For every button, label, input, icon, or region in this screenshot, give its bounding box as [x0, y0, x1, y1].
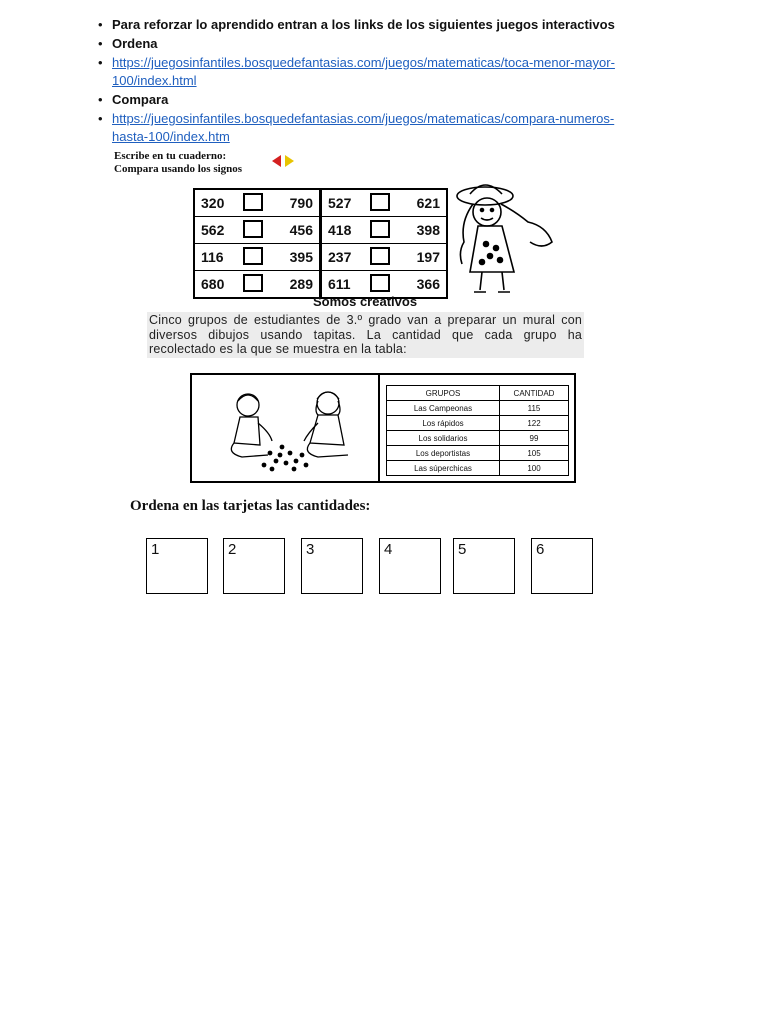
groups-header-row — [387, 386, 569, 401]
compare-cell — [321, 189, 448, 217]
right-number: 398 — [416, 222, 440, 238]
groups-row — [387, 446, 569, 461]
order-card[interactable] — [301, 538, 363, 594]
groups-row — [387, 431, 569, 446]
group-name-cell: Las súperchicas — [387, 461, 500, 476]
instructions-line2: Compara usando los signos — [114, 163, 243, 175]
order-card[interactable] — [223, 538, 285, 594]
compare-row — [194, 217, 447, 244]
compare-row — [194, 189, 447, 217]
ordena-label: Ordena — [112, 36, 158, 51]
answer-box[interactable] — [243, 193, 263, 211]
left-number: 611 — [328, 276, 351, 292]
compara-game-link[interactable] — [112, 111, 614, 144]
girl-illustration — [450, 182, 555, 298]
answer-box[interactable] — [370, 193, 390, 211]
compare-cell — [194, 217, 321, 244]
group-name-cell: Los rápidos — [387, 416, 500, 431]
group-quantity-cell: 105 — [500, 446, 569, 461]
compare-cell — [194, 189, 321, 217]
link2-item — [98, 110, 658, 146]
groups-row — [387, 401, 569, 416]
ordena-game-link[interactable] — [112, 55, 615, 88]
order-card[interactable] — [379, 538, 441, 594]
order-card[interactable] — [531, 538, 593, 594]
card-number: 6 — [536, 541, 545, 558]
section-title: Somos creativos — [313, 294, 418, 309]
order-card[interactable] — [453, 538, 515, 594]
arrows-icon — [272, 155, 294, 167]
children-illustration — [198, 383, 372, 475]
group-quantity-cell: 100 — [500, 461, 569, 476]
compare-cell — [321, 244, 448, 271]
order-card[interactable] — [146, 538, 208, 594]
compara-label: Compara — [112, 92, 169, 107]
left-number: 237 — [328, 249, 352, 265]
groups-figure — [190, 373, 576, 483]
compare-cell — [194, 244, 321, 271]
link1-item — [98, 54, 658, 90]
groups-row — [387, 416, 569, 431]
answer-box[interactable] — [370, 220, 390, 238]
card-number: 1 — [151, 541, 160, 558]
left-number: 418 — [328, 222, 352, 238]
link2-line2[interactable]: hasta-100/index.htm — [112, 129, 230, 144]
intro-item — [98, 16, 658, 34]
card-number: 3 — [306, 541, 315, 558]
right-number: 197 — [416, 249, 440, 265]
group-name-cell: Los deportistas — [387, 446, 500, 461]
figure-divider — [378, 375, 380, 481]
compara-item — [98, 91, 658, 109]
answer-box[interactable] — [370, 274, 390, 292]
compare-cell — [194, 271, 321, 299]
order-instruction: Ordena en las tarjetas las cantidades: — [130, 498, 371, 514]
right-number: 395 — [289, 249, 313, 265]
compare-cell — [321, 217, 448, 244]
left-number: 680 — [201, 276, 225, 292]
answer-box[interactable] — [243, 274, 263, 292]
group-quantity-cell: 115 — [500, 401, 569, 416]
groups-table — [386, 385, 569, 476]
intro-text: Para reforzar lo aprendido entran a los links de los siguientes juegos interactivos — [112, 17, 615, 32]
group-quantity-cell: 122 — [500, 416, 569, 431]
answer-box[interactable] — [243, 220, 263, 238]
left-number: 527 — [328, 195, 352, 211]
groups-header-cell: GRUPOS — [387, 386, 500, 401]
answer-box[interactable] — [370, 247, 390, 265]
card-number: 2 — [228, 541, 237, 558]
right-number: 366 — [416, 276, 440, 292]
ordena-item — [98, 35, 658, 53]
link1-line2[interactable]: 100/index.html — [112, 73, 197, 88]
instructions-line1: Escribe en tu cuaderno: — [114, 150, 227, 162]
groups-row — [387, 461, 569, 476]
group-quantity-cell: 99 — [500, 431, 569, 446]
problem-paragraph: Cinco grupos de estudiantes de 3.º grado van a preparar un mural con diversos dibujos usando tapitas. La cantidad que cada grupo ha recolectado es la que se muestra en la tabla: — [149, 313, 582, 356]
right-number: 790 — [289, 195, 313, 211]
instructions — [114, 150, 242, 176]
left-number: 562 — [201, 222, 225, 238]
bullet-list — [98, 16, 658, 147]
groups-header-cell: CANTIDAD — [500, 386, 569, 401]
card-number: 4 — [384, 541, 393, 558]
right-number: 456 — [289, 222, 313, 238]
right-number: 289 — [289, 276, 313, 292]
compare-table — [193, 188, 448, 299]
left-number: 320 — [201, 195, 225, 211]
link1-line1[interactable]: https://juegosinfantiles.bosquedefantasias.com/juegos/matematicas/toca-menor-mayor- — [112, 55, 615, 70]
card-number: 5 — [458, 541, 467, 558]
group-name-cell: Los solidarios — [387, 431, 500, 446]
link2-line1[interactable]: https://juegosinfantiles.bosquedefantasias.com/juegos/matematicas/compara-numeros- — [112, 111, 615, 126]
compare-row — [194, 244, 447, 271]
group-name-cell: Las Campeonas — [387, 401, 500, 416]
right-number: 621 — [416, 195, 440, 211]
left-number: 116 — [201, 249, 224, 265]
answer-box[interactable] — [243, 247, 263, 265]
